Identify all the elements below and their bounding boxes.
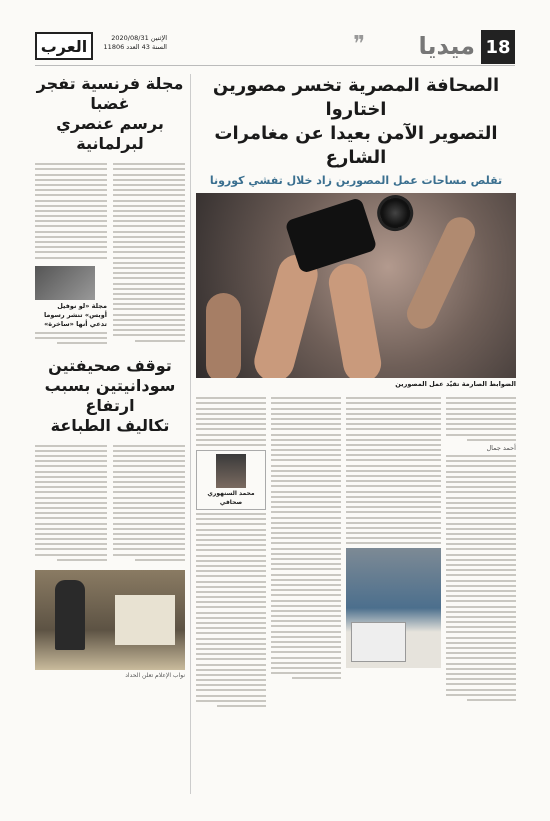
brief-photo bbox=[35, 266, 95, 300]
quote-icon: ❞ bbox=[353, 32, 365, 57]
left-article-1-body bbox=[35, 160, 185, 348]
page-number: 18 bbox=[481, 30, 515, 64]
main-body bbox=[196, 394, 516, 710]
column-divider bbox=[190, 74, 191, 794]
left-photo-caption: نواب الإعلام تعلن الحداد bbox=[125, 672, 185, 679]
left-headline-2: توقف صحيفتين سودانيتين بسبب ارتفاع تكاليف الطباعة bbox=[44, 355, 176, 435]
main-photo-caption: الضوابط الصارمة تقيّد عمل المصورين bbox=[395, 380, 516, 388]
left-article-2-body bbox=[35, 442, 185, 565]
brief-caption: مجلة «لو نوفيل أوبس» تنشر رسوما تدعي أنها «ساخرة» bbox=[43, 301, 107, 328]
issue-number: السنة 43 العدد 11806 bbox=[103, 43, 167, 51]
newspaper-reader-photo bbox=[346, 548, 441, 668]
newspaper-logo: العرب bbox=[35, 32, 93, 60]
main-article bbox=[196, 74, 516, 710]
portrait-title: صحافي bbox=[219, 498, 243, 506]
portrait-name: محمد السنهوري bbox=[207, 489, 255, 497]
date: الإثنين 2020/08/31 bbox=[111, 34, 167, 42]
left-headline-1: مجلة فرنسية تفجر غضبا برسم عنصري لبرلمانية bbox=[36, 74, 184, 153]
main-headline: الصحافة المصرية تخسر مصورين اختاروا التصوير الآمن بعيدا عن مغامرات الشارع bbox=[212, 75, 500, 168]
left-bottom-photo bbox=[35, 570, 185, 670]
author-portrait bbox=[216, 454, 246, 488]
author-name: أحمد جمال bbox=[486, 443, 516, 452]
quote-box bbox=[196, 450, 266, 510]
main-photo bbox=[196, 193, 516, 378]
main-subtitle: تقلص مساحات عمل المصورين زاد خلال تفشي كورونا bbox=[209, 174, 503, 187]
page-header bbox=[35, 30, 515, 66]
section-title: ميديا bbox=[418, 32, 475, 60]
left-column bbox=[35, 74, 185, 794]
camera-icon bbox=[284, 197, 377, 274]
dateline bbox=[97, 34, 167, 52]
